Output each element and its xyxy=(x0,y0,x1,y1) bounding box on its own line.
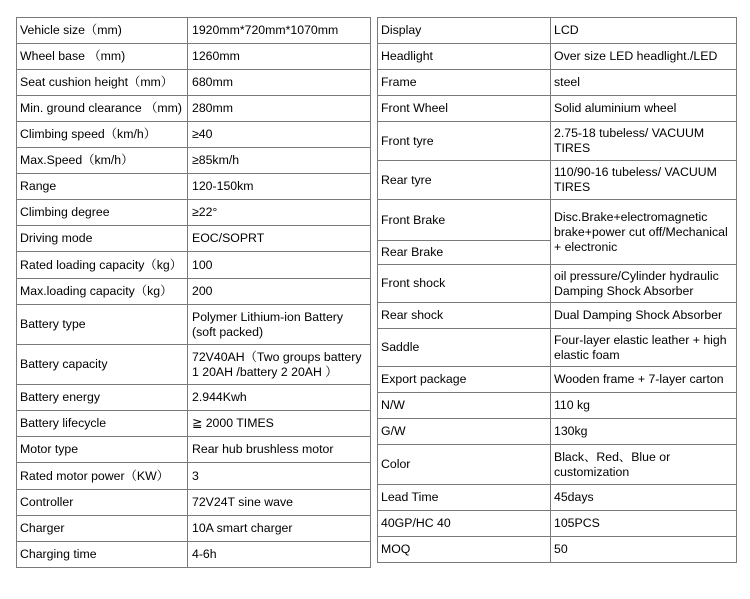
left-spec-row xyxy=(17,490,371,516)
left-spec-row xyxy=(17,122,371,148)
right-spec-row xyxy=(378,44,737,70)
spec-value: 130kg xyxy=(551,419,737,445)
spec-value: 200 xyxy=(188,279,371,305)
left-spec-table xyxy=(16,17,371,568)
spec-value: 50 xyxy=(551,537,737,563)
spec-label: Display xyxy=(378,18,551,44)
spec-value: ≥40 xyxy=(188,122,371,148)
right-spec-row xyxy=(378,329,737,367)
spec-label: Rated loading capacity（kg） xyxy=(17,252,188,279)
spec-value: 280mm xyxy=(188,96,371,122)
spec-value: 1260mm xyxy=(188,44,371,70)
left-spec-row xyxy=(17,411,371,437)
spec-value: 680mm xyxy=(188,70,371,96)
right-spec-row xyxy=(378,161,737,200)
spec-label: N/W xyxy=(378,393,551,419)
right-spec-table xyxy=(377,17,737,563)
spec-label: MOQ xyxy=(378,537,551,563)
spec-label: 40GP/HC 40 xyxy=(378,511,551,537)
brake-value: Disc.Brake+electromagnetic brake+power cut off/Mechanical + electronic xyxy=(551,200,737,265)
spec-label: Driving mode xyxy=(17,226,188,252)
spec-value: Dual Damping Shock Absorber xyxy=(551,303,737,329)
spec-label: Seat cushion height（mm） xyxy=(17,70,188,96)
left-spec-row xyxy=(17,200,371,226)
left-spec-row xyxy=(17,226,371,252)
right-spec-row xyxy=(378,445,737,485)
spec-value: Black、Red、Blue or customization xyxy=(551,445,737,485)
spec-label: Vehicle size（mm) xyxy=(17,18,188,44)
right-spec-row xyxy=(378,265,737,303)
right-spec-row xyxy=(378,96,737,122)
left-spec-row xyxy=(17,463,371,490)
right-spec-row xyxy=(378,419,737,445)
spec-label: Lead Time xyxy=(378,485,551,511)
spec-label: Charger xyxy=(17,516,188,542)
right-spec-row xyxy=(378,18,737,44)
right-spec-row xyxy=(378,537,737,563)
spec-label: Battery capacity xyxy=(17,345,188,385)
spec-value: Solid aluminium wheel xyxy=(551,96,737,122)
left-spec-row xyxy=(17,44,371,70)
spec-value: steel xyxy=(551,70,737,96)
spec-value: Wooden frame + 7-layer carton xyxy=(551,367,737,393)
spec-label: Export package xyxy=(378,367,551,393)
spec-label: Wheel base （mm) xyxy=(17,44,188,70)
spec-label: Front tyre xyxy=(378,122,551,161)
spec-label: Climbing speed（km/h） xyxy=(17,122,188,148)
spec-value: 72V24T sine wave xyxy=(188,490,371,516)
right-spec-row xyxy=(378,511,737,537)
spec-value: 10A smart charger xyxy=(188,516,371,542)
spec-label: Headlight xyxy=(378,44,551,70)
spec-label: Motor type xyxy=(17,437,188,463)
spec-value: ≥85km/h xyxy=(188,148,371,174)
left-spec-row xyxy=(17,70,371,96)
right-spec-row xyxy=(378,70,737,96)
spec-value: 110/90-16 tubeless/ VACUUM TIRES xyxy=(551,161,737,200)
left-spec-row xyxy=(17,542,371,568)
spec-label: Rear shock xyxy=(378,303,551,329)
left-spec-row xyxy=(17,516,371,542)
spec-value: 110 kg xyxy=(551,393,737,419)
spec-label: Rear tyre xyxy=(378,161,551,200)
spec-value: ≥22° xyxy=(188,200,371,226)
spec-label: Battery type xyxy=(17,305,188,345)
left-spec-row xyxy=(17,437,371,463)
spec-value: 100 xyxy=(188,252,371,279)
spec-value: EOC/SOPRT xyxy=(188,226,371,252)
right-spec-row xyxy=(378,200,737,241)
right-spec-row xyxy=(378,393,737,419)
spec-label: Color xyxy=(378,445,551,485)
left-spec-row xyxy=(17,279,371,305)
left-spec-row xyxy=(17,174,371,200)
left-spec-row xyxy=(17,96,371,122)
spec-value: LCD xyxy=(551,18,737,44)
left-spec-row xyxy=(17,18,371,44)
spec-value: Four-layer elastic leather + high elastic foam xyxy=(551,329,737,367)
spec-value: Over size LED headlight./LED xyxy=(551,44,737,70)
spec-label: Front Wheel xyxy=(378,96,551,122)
right-spec-row xyxy=(378,485,737,511)
right-spec-row xyxy=(378,367,737,393)
spec-label: Battery lifecycle xyxy=(17,411,188,437)
spec-value: 72V40AH（Two groups battery 1 20AH /battery 2 20AH ） xyxy=(188,345,371,385)
spec-label: Controller xyxy=(17,490,188,516)
spec-label: Saddle xyxy=(378,329,551,367)
spec-label: Battery energy xyxy=(17,385,188,411)
right-spec-row xyxy=(378,122,737,161)
spec-value: Polymer Lithium-ion Battery (soft packed) xyxy=(188,305,371,345)
spec-label: Max.loading capacity（kg） xyxy=(17,279,188,305)
spec-value: 2.944Kwh xyxy=(188,385,371,411)
left-spec-row xyxy=(17,148,371,174)
spec-value: Rear hub brushless motor xyxy=(188,437,371,463)
spec-label: Max.Speed（km/h） xyxy=(17,148,188,174)
spec-label: Rated motor power（KW） xyxy=(17,463,188,490)
spec-value: 120-150km xyxy=(188,174,371,200)
spec-value: 1920mm*720mm*1070mm xyxy=(188,18,371,44)
spec-label: G/W xyxy=(378,419,551,445)
left-spec-row xyxy=(17,385,371,411)
left-spec-row xyxy=(17,305,371,345)
spec-label: Frame xyxy=(378,70,551,96)
spec-label: Front shock xyxy=(378,265,551,303)
spec-label: Range xyxy=(17,174,188,200)
spec-label: Rear Brake xyxy=(378,241,551,265)
right-spec-row xyxy=(378,303,737,329)
spec-label: Min. ground clearance （mm) xyxy=(17,96,188,122)
spec-value: ≧ 2000 TIMES xyxy=(188,411,371,437)
spec-value: 45days xyxy=(551,485,737,511)
spec-value: 105PCS xyxy=(551,511,737,537)
spec-value: 3 xyxy=(188,463,371,490)
spec-label: Climbing degree xyxy=(17,200,188,226)
spec-label: Front Brake xyxy=(378,200,551,241)
spec-value: 2.75-18 tubeless/ VACUUM TIRES xyxy=(551,122,737,161)
spec-label: Charging time xyxy=(17,542,188,568)
spec-value: oil pressure/Cylinder hydraulic Damping Shock Absorber xyxy=(551,265,737,303)
left-spec-row xyxy=(17,345,371,385)
left-spec-row xyxy=(17,252,371,279)
spec-value: 4-6h xyxy=(188,542,371,568)
